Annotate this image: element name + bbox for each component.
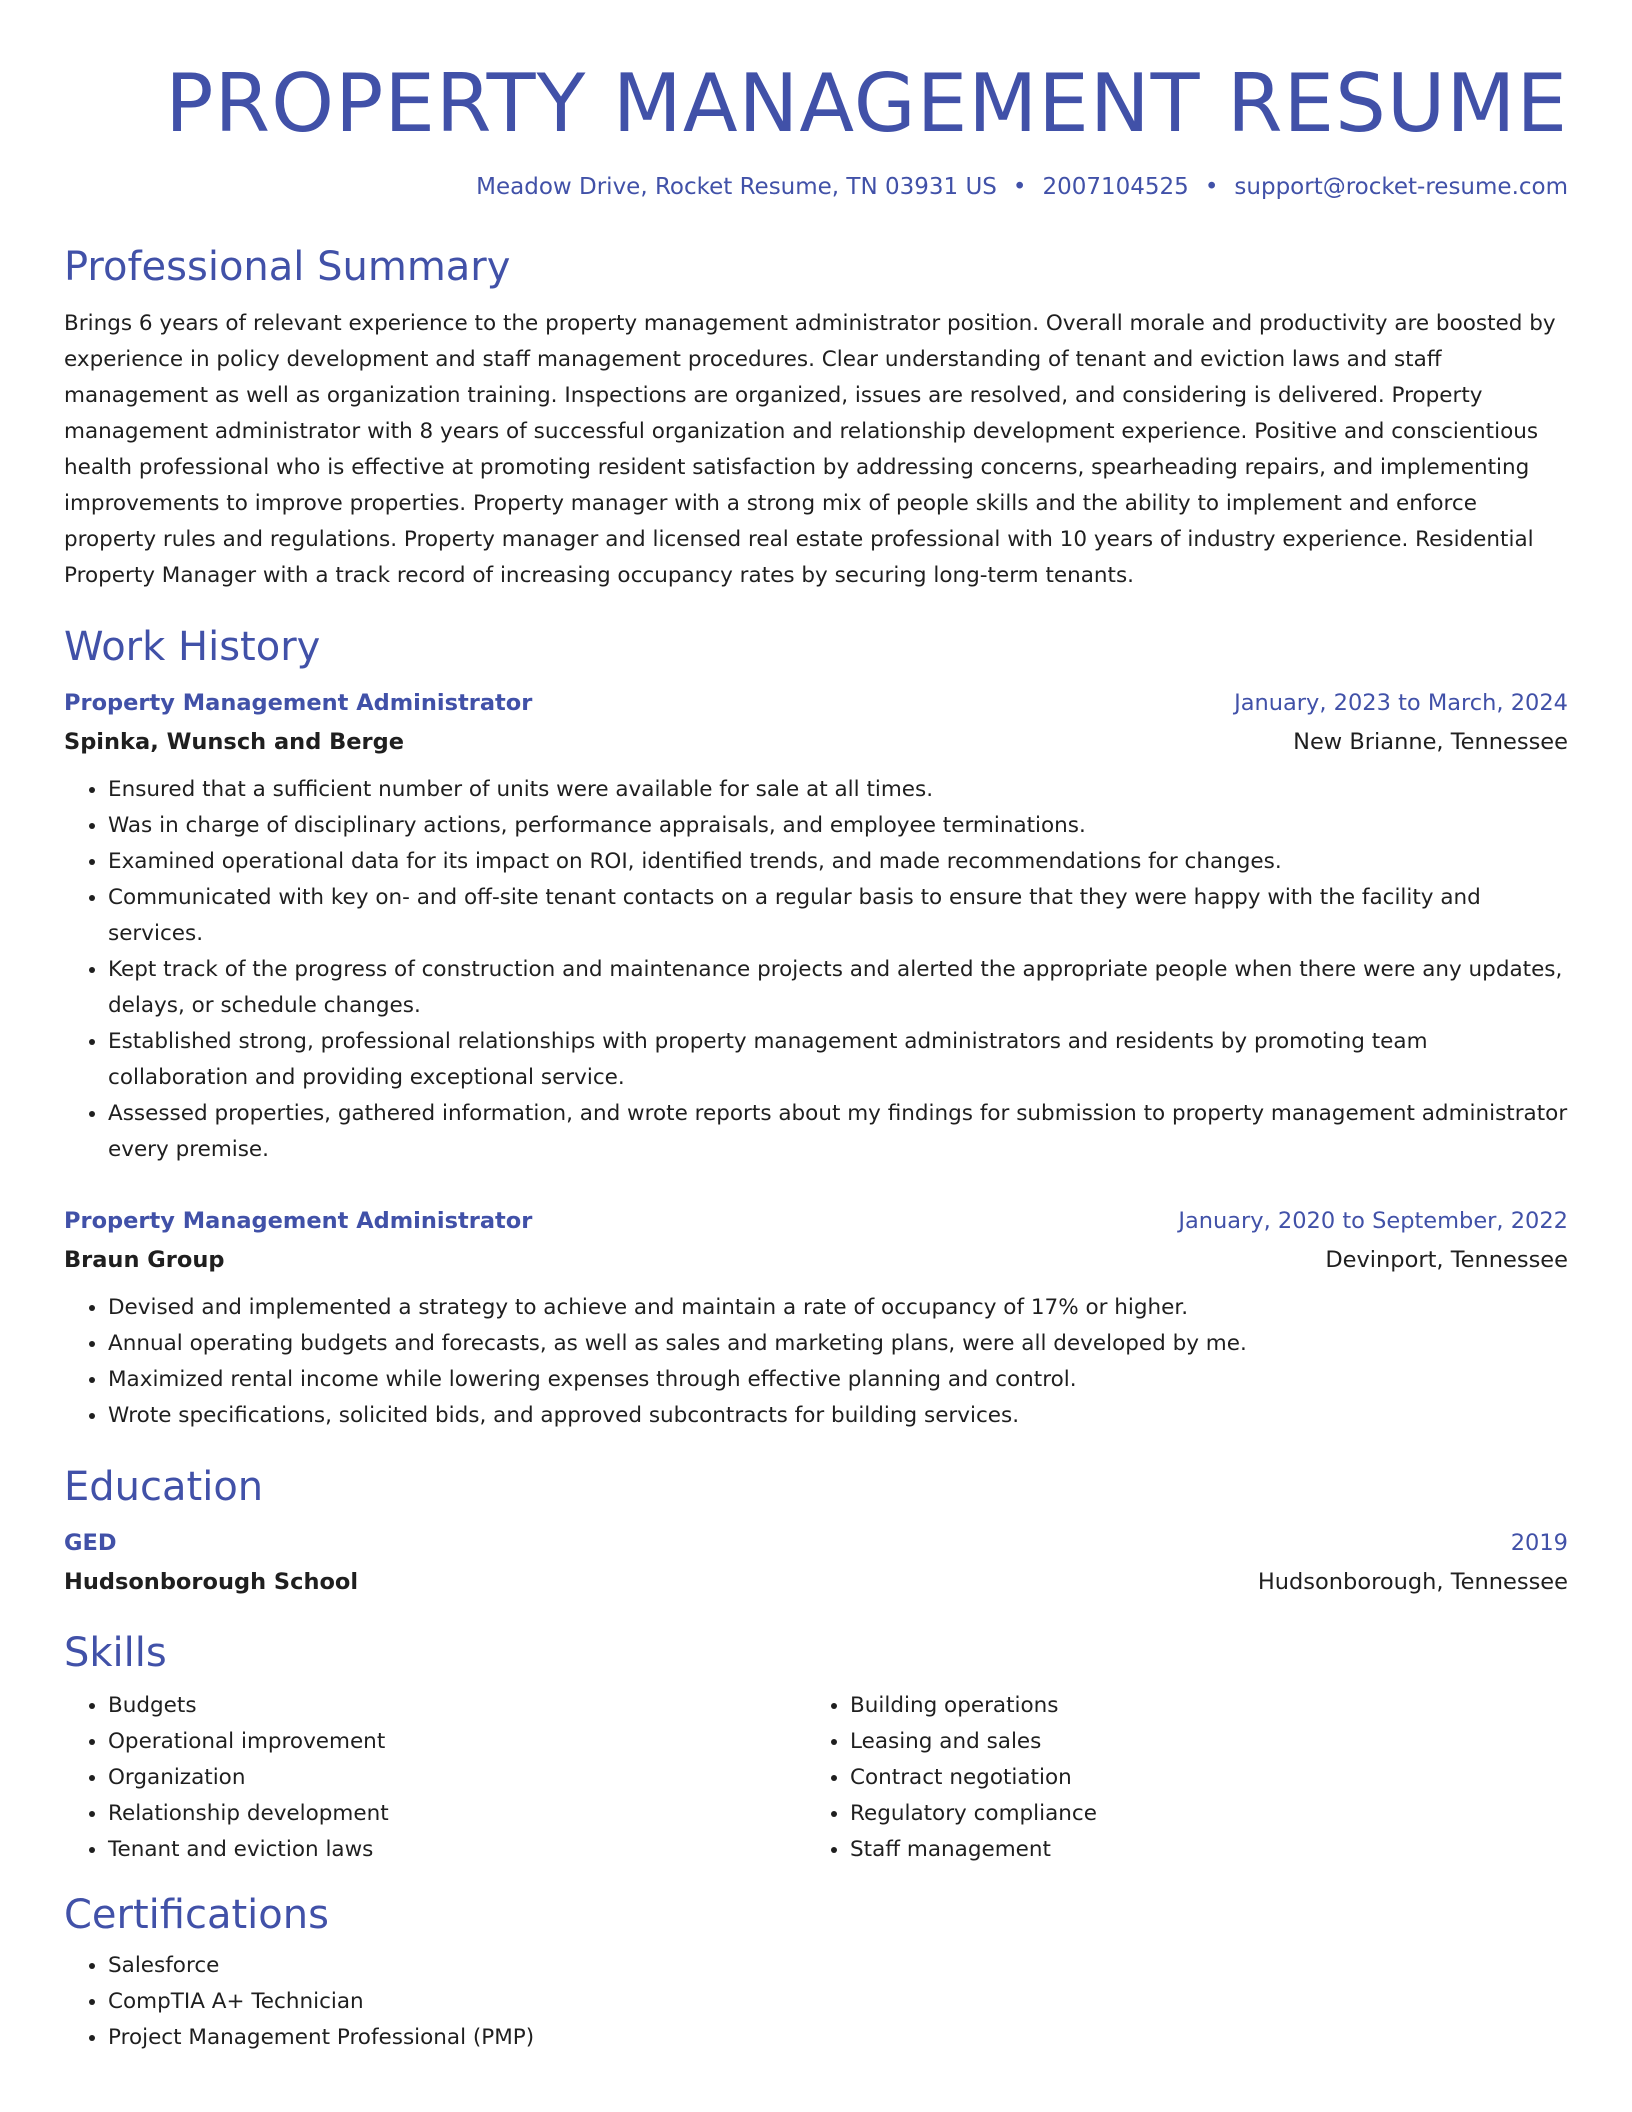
education-degree-row <box>64 1524 1568 1562</box>
education-entry <box>64 1524 1568 1602</box>
education-section <box>64 1462 1568 1602</box>
job-company: Braun Group <box>64 1247 225 1273</box>
job-bullet: • Communicated with key on- and off-site tenant contacts on a regular basis to ensure that they were happy with the facility and services. <box>108 880 1568 952</box>
skill-item: • Relationship development <box>108 1796 806 1832</box>
education-school-row <box>64 1562 1568 1602</box>
skill-item: • Building operations <box>850 1688 1548 1724</box>
resume-title: PROPERTY MANAGEMENT RESUME <box>165 57 1568 150</box>
job-bullet: • Examined operational data for its impact on ROI, identified trends, and made recommendations for changes. <box>108 844 1568 880</box>
skill-item: • Contract negotiation <box>850 1760 1548 1796</box>
education-location: Hudsonborough, Tennessee <box>1257 1569 1568 1595</box>
skill-item: • Staff management <box>850 1832 1548 1868</box>
job-title: Property Management Administrator <box>64 1208 533 1234</box>
skills-column-right <box>806 1688 1548 1868</box>
section-heading-summary: Professional Summary <box>64 244 511 290</box>
job-company-row <box>64 722 1568 762</box>
job-bullet: • Was in charge of disciplinary actions, performance appraisals, and employee terminations. <box>108 808 1568 844</box>
job-location: New Brianne, Tennessee <box>1293 729 1568 755</box>
skill-item: • Organization <box>108 1760 806 1796</box>
certification-item: • Salesforce <box>108 1948 1568 1984</box>
job-header-row <box>64 684 1568 722</box>
certification-item: • CompTIA A+ Technician <box>108 1984 1568 2020</box>
section-heading-certifications: Certifications <box>64 1892 329 1938</box>
contact-address: Meadow Drive, Rocket Resume, TN 03931 US <box>476 174 997 200</box>
skills-grid <box>64 1688 1568 1868</box>
section-heading-skills: Skills <box>64 1630 167 1676</box>
contact-email[interactable]: support@rocket-resume.com <box>1234 174 1568 200</box>
job-location: Devinport, Tennessee <box>1325 1247 1568 1273</box>
section-heading-work-history: Work History <box>64 624 321 670</box>
contact-line <box>64 172 1568 202</box>
education-school: Hudsonborough School <box>64 1569 359 1595</box>
certifications-list <box>64 1948 1568 2056</box>
skill-item: • Tenant and eviction laws <box>108 1832 806 1868</box>
job-bullet: • Kept track of the progress of construction and maintenance projects and alerted the appropriate people when there were any updates, delays, or schedule changes. <box>108 952 1568 1024</box>
job-bullet: • Assessed properties, gathered information, and wrote reports about my findings for submission to property management administrator every premise. <box>108 1096 1568 1168</box>
job-bullet-list <box>64 772 1568 1168</box>
certifications-section <box>64 1890 1568 2056</box>
job-company: Spinka, Wunsch and Berge <box>64 729 405 755</box>
section-heading-education: Education <box>64 1464 264 1510</box>
summary-section <box>64 242 1568 594</box>
skill-item: • Budgets <box>108 1688 806 1724</box>
job-dates: January, 2023 to March, 2024 <box>1234 690 1568 716</box>
education-degree: GED <box>64 1530 117 1556</box>
skill-item: • Operational improvement <box>108 1724 806 1760</box>
job-bullet: • Maximized rental income while lowering expenses through effective planning and control. <box>108 1362 1568 1398</box>
skill-item: • Regulatory compliance <box>850 1796 1548 1832</box>
job-title: Property Management Administrator <box>64 690 533 716</box>
education-year: 2019 <box>1510 1530 1568 1556</box>
job-dates: January, 2020 to September, 2022 <box>1178 1208 1568 1234</box>
work-history-section <box>64 622 1568 1434</box>
contact-separator: • <box>1012 174 1027 200</box>
job-bullet: • Ensured that a sufficient number of units were available for sale at all times. <box>108 772 1568 808</box>
job-header-row <box>64 1202 1568 1240</box>
skills-section <box>64 1628 1568 1868</box>
skills-list <box>64 1688 806 1868</box>
summary-text: Brings 6 years of relevant experience to the property management administrator position. Overall morale and productivity are boosted by experience in policy development and staff management procedures. Clear understanding of tenant and eviction laws and staff management as well as organization training. Inspections are organized, issues are resolved, and considering is delivered. Property management administrator with 8 years of successful organization and relationship development experience. Positive and conscientious health professional who is effective at promoting resident satisfaction by addressing concerns, spearheading repairs, and implementing improvements to improve properties. Property manager with a strong mix of people skills and the ability to implement and enforce property rules and regulations. Property manager and licensed real estate professional with 10 years of industry experience. Residential Property Manager with a track record of increasing occupancy rates by securing long-term tenants. <box>64 311 1556 588</box>
contact-separator: • <box>1204 174 1219 200</box>
resume-header <box>64 56 1568 202</box>
contact-phone: 2007104525 <box>1042 174 1189 200</box>
certification-item: • Project Management Professional (PMP) <box>108 2020 1568 2056</box>
job-bullet: • Annual operating budgets and forecasts, as well as sales and marketing plans, were all developed by me. <box>108 1326 1568 1362</box>
job-bullet: • Wrote specifications, solicited bids, and approved subcontracts for building services. <box>108 1398 1568 1434</box>
job-bullet: • Devised and implemented a strategy to achieve and maintain a rate of occupancy of 17% or higher. <box>108 1290 1568 1326</box>
skills-list <box>806 1688 1548 1868</box>
job-entry <box>64 1202 1568 1434</box>
job-company-row <box>64 1240 1568 1280</box>
skills-column-left <box>64 1688 806 1868</box>
job-entry <box>64 684 1568 1168</box>
job-bullet-list <box>64 1290 1568 1434</box>
job-bullet: • Established strong, professional relationships with property management administrators and residents by promoting team collaboration and providing exceptional service. <box>108 1024 1568 1096</box>
skill-item: • Leasing and sales <box>850 1724 1548 1760</box>
